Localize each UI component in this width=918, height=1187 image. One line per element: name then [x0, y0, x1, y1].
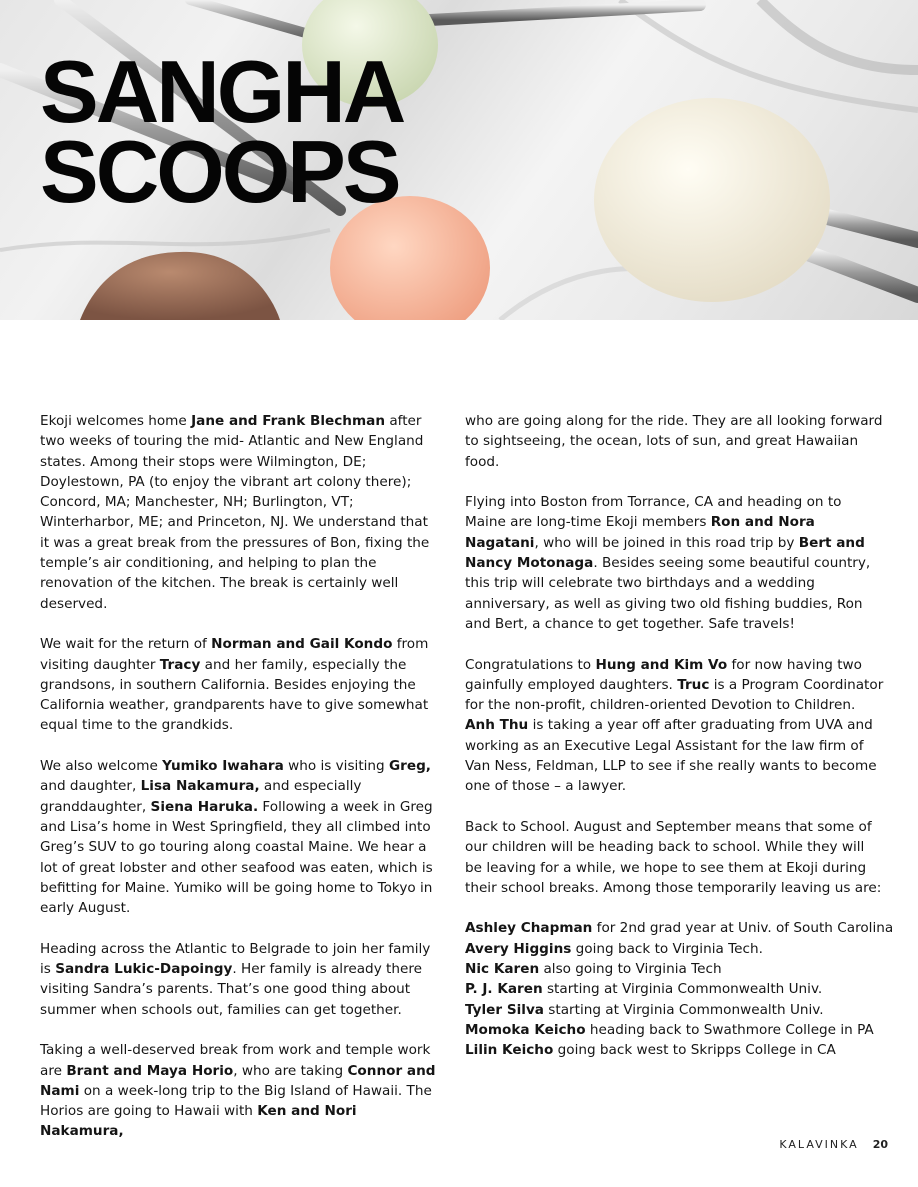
name-highlight: Norman and Gail Kondo	[211, 636, 393, 653]
student-name: Lilin Keicho	[465, 1042, 554, 1059]
text: is taking a year off after graduating from UVA and working as an Executive Legal Assistant for the law firm of Van Ness, Feldman, LLP to see if she really wants to become one of those – a lawyer.	[465, 717, 877, 795]
paragraph-vo	[465, 655, 885, 797]
list-item	[465, 959, 885, 979]
title-line-2: SCOOPS	[40, 122, 399, 221]
name-highlight: Hung and Kim Vo	[595, 656, 728, 673]
text: after two weeks of touring the mid- Atlantic and New England states. Among their stops were Wilmington, DE; Doylestown, PA (to enjoy the vibrant art colony there); Concord, MA; Manchester, NH; Burlington, VT; Winterharbor, ME; and Princeton, NJ. We understand that it was a great break from the pressures of Bon, fixing the temple’s air conditioning, and helping to plan the renovation of the kitchen. The break is certainly well deserved.	[40, 413, 430, 612]
text: and daughter,	[40, 778, 141, 795]
text: Congratulations to	[465, 656, 596, 673]
name-highlight: Connor and Nami	[40, 1062, 436, 1099]
name-highlight: Jane and Frank Blechman	[191, 413, 386, 429]
text: Heading across the Atlantic to Belgrade to join her family is	[40, 940, 431, 978]
text: . Her family is already there visiting Sandra’s parents. That’s one good thing about summer when schools out, families can get together.	[40, 961, 423, 1018]
text: from visiting daughter	[40, 636, 429, 673]
text: . Besides seeing some beautiful country, this trip will celebrate two birthdays and a wedding anniversary, as well as giving two old fishing buddies, Ron and Bert, a chance to get together. Safe travels!	[465, 555, 871, 632]
name-highlight: Ron and Nora Nagatani	[465, 514, 815, 551]
text: for now having two gainfully employed daughters.	[465, 656, 862, 693]
student-note: starting at Virginia Commonwealth Univ.	[542, 981, 823, 998]
text: and especially granddaughter,	[40, 778, 362, 815]
paragraph-nagatani	[465, 492, 885, 634]
paragraph-kondo	[40, 634, 440, 735]
publication-name: KALAVINKA	[779, 1138, 859, 1151]
page-footer	[779, 1138, 888, 1151]
student-note: going back west to Skripps College in CA	[553, 1042, 836, 1059]
list-item	[465, 979, 885, 999]
right-column	[465, 411, 894, 1061]
title-line-1: SANGHA	[40, 42, 404, 141]
list-item	[465, 1020, 885, 1040]
student-list	[465, 918, 894, 1060]
student-name: Tyler Silva	[465, 1001, 544, 1018]
name-highlight: Sandra Lukic-Dapoingy	[55, 961, 233, 978]
hero-image	[0, 0, 918, 320]
text: is a Program Coordinator for the non-profit, children-oriented Devotion to Children.	[465, 676, 884, 714]
student-name: Momoka Keicho	[465, 1021, 586, 1038]
text: , who are taking	[233, 1062, 348, 1079]
text: We wait for the return of	[40, 636, 212, 653]
text: Ekoji welcomes home	[40, 413, 192, 429]
text: Back to School. August and September means that some of our children will be heading back to school. While they will be leaving for a while, we hope to see them at Ekoji during their school breaks. Among those temporarily leaving us are:	[465, 818, 882, 896]
name-highlight: Ken and Nori Nakamura,	[40, 1103, 357, 1140]
student-note: heading back to Swathmore College in PA	[585, 1021, 874, 1038]
student-name: Avery Higgins	[465, 940, 572, 957]
student-note: starting at Virginia Commonwealth Univ.	[543, 1001, 824, 1018]
name-highlight: Siena Haruka.	[150, 798, 259, 815]
text: and her family, especially the grandsons, in southern California. Besides enjoying the California weather, grandparents have to give somewhat equal time to the grandkids.	[40, 656, 429, 734]
text: on a week-long trip to the Big Island of Hawaii. The Horios are going to Hawaii with	[40, 1082, 432, 1120]
paragraph-back-to-school	[465, 817, 885, 898]
name-highlight: Anh Thu	[465, 717, 529, 734]
name-highlight: Greg,	[389, 758, 431, 775]
text: who are going along for the ride. They are all looking forward to sightseeing, the ocean, lots of sun, and great Hawaiian food.	[465, 413, 883, 470]
paragraph-hawaii-cont	[465, 411, 885, 472]
text: Flying into Boston from Torrance, CA and heading on to Maine are long-time Ekoji members	[465, 494, 842, 531]
list-item	[465, 939, 885, 959]
student-note: also going to Virginia Tech	[539, 961, 722, 978]
text: Taking a well-deserved break from work and temple work are	[40, 1042, 431, 1079]
paragraph-blechman	[40, 411, 440, 614]
name-highlight: Tracy	[159, 656, 201, 673]
name-highlight: Lisa Nakamura,	[140, 778, 260, 795]
text: , who will be joined in this road trip by	[534, 534, 799, 551]
student-note: for 2nd grad year at Univ. of South Carolina	[592, 920, 894, 937]
text: who is visiting	[283, 758, 389, 775]
paragraph-horio	[40, 1040, 440, 1141]
student-name: P. J. Karen	[465, 981, 543, 998]
paragraph-lukic-dapoingy	[40, 939, 440, 1020]
list-item	[465, 1000, 885, 1020]
name-highlight: Bert and Nancy Motonaga	[465, 534, 865, 572]
left-column	[40, 411, 440, 1162]
student-name: Nic Karen	[465, 961, 540, 978]
student-note: going back to Virginia Tech.	[571, 940, 763, 957]
text: We also welcome	[40, 758, 163, 775]
page-number: 20	[872, 1138, 888, 1151]
student-name: Ashley Chapman	[465, 920, 593, 937]
name-highlight: Truc	[677, 676, 710, 693]
text: Following a week in Greg and Lisa’s home in West Springfield, they all climbed into Greg’s SUV to go touring along coastal Maine. We hear a lot of great lobster and other seafood was eaten, which is befitting for Maine. Yumiko will be going home to Tokyo in early August.	[40, 798, 433, 917]
name-highlight: Brant and Maya Horio	[66, 1062, 234, 1079]
page-title	[40, 42, 404, 221]
paragraph-iwahara	[40, 756, 440, 918]
list-item	[465, 1040, 885, 1060]
name-highlight: Yumiko Iwahara	[162, 758, 284, 775]
list-item	[465, 918, 894, 938]
